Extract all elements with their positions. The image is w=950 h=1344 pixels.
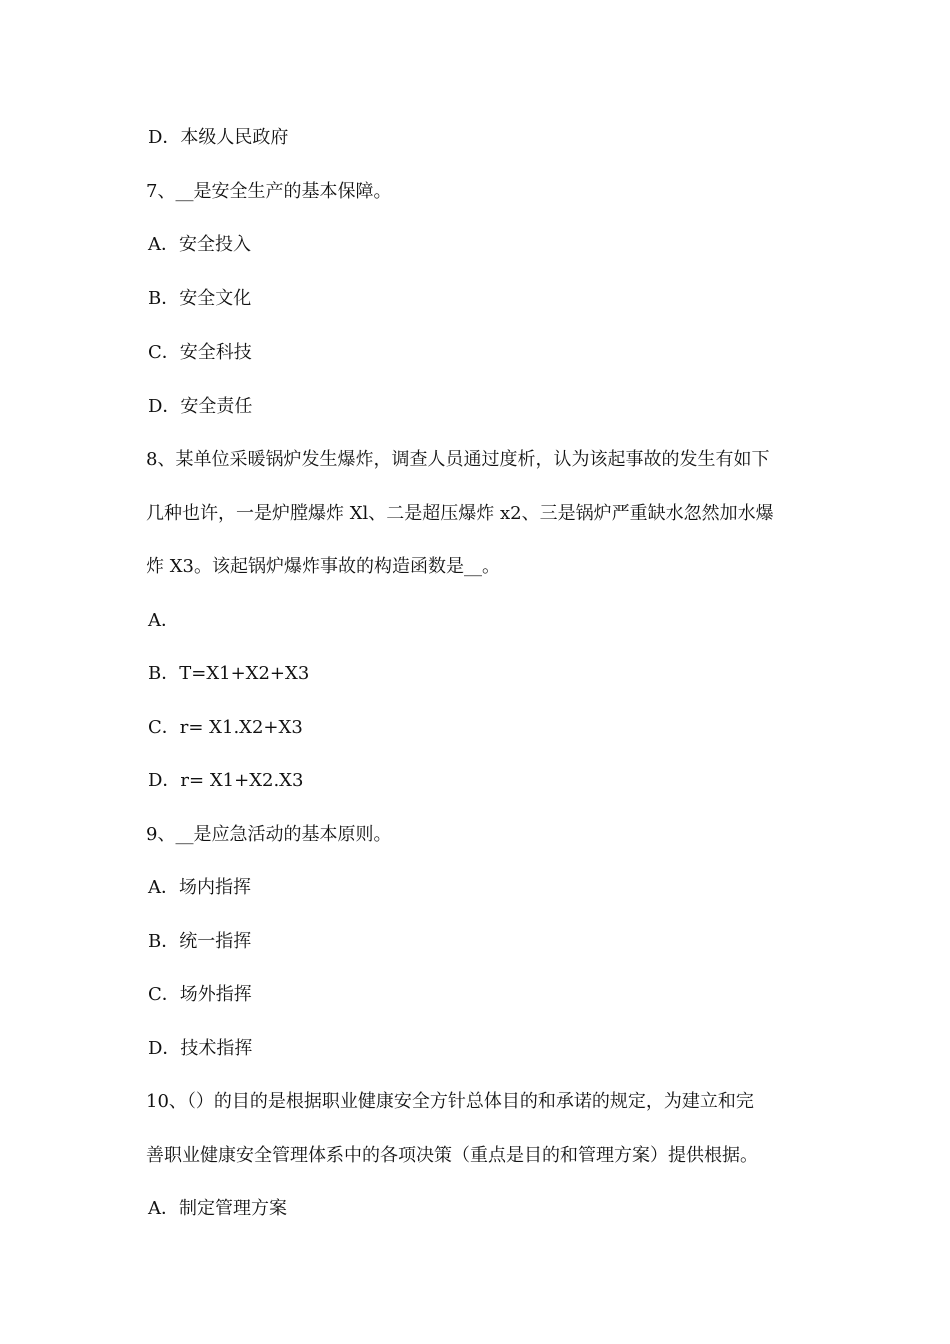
question-7: 7、__是安全生产的基本保障。 — [146, 181, 392, 202]
option-a-q7: A．安全投入 — [148, 234, 251, 255]
question-10-line-1: 10、（）的目的是根据职业健康安全方针总体目的和承诺的规定，为建立和完 — [146, 1091, 754, 1112]
question-8-line-1: 8、某单位采暖锅炉发生爆炸，调查人员通过度析，认为该起事故的发生有如下 — [146, 449, 770, 470]
option-d-q7: D．安全责任 — [148, 396, 253, 417]
option-d-q8: D．r= X1+X2.X3 — [148, 770, 304, 791]
question-10-line-2: 善职业健康安全管理体系中的各项决策（重点是目的和管理方案）提供根据。 — [146, 1145, 758, 1166]
option-c-q8: C．r= X1.X2+X3 — [148, 717, 303, 738]
option-c-q7: C．安全科技 — [148, 342, 252, 363]
option-b-q7: B．安全文化 — [148, 288, 252, 309]
option-a-q10: A．制定管理方案 — [148, 1198, 287, 1219]
option-d-q9: D．技术指挥 — [148, 1038, 253, 1059]
option-b-q9: B．统一指挥 — [148, 931, 252, 952]
option-a-q8: A． — [148, 610, 179, 631]
option-a-q9: A．场内指挥 — [148, 877, 251, 898]
option-b-q8: B．T=X1+X2+X3 — [148, 663, 310, 684]
option-d-q6: D．本级人民政府 — [148, 127, 289, 148]
question-9: 9、__是应急活动的基本原则。 — [146, 824, 392, 845]
question-8-line-3: 炸 X3。该起锅炉爆炸事故的构造函数是__。 — [146, 556, 500, 577]
question-8-line-2: 几种也许，一是炉膛爆炸 Xl、二是超压爆炸 x2、三是锅炉严重缺水忽然加水爆 — [146, 503, 774, 524]
option-c-q9: C．场外指挥 — [148, 984, 252, 1005]
